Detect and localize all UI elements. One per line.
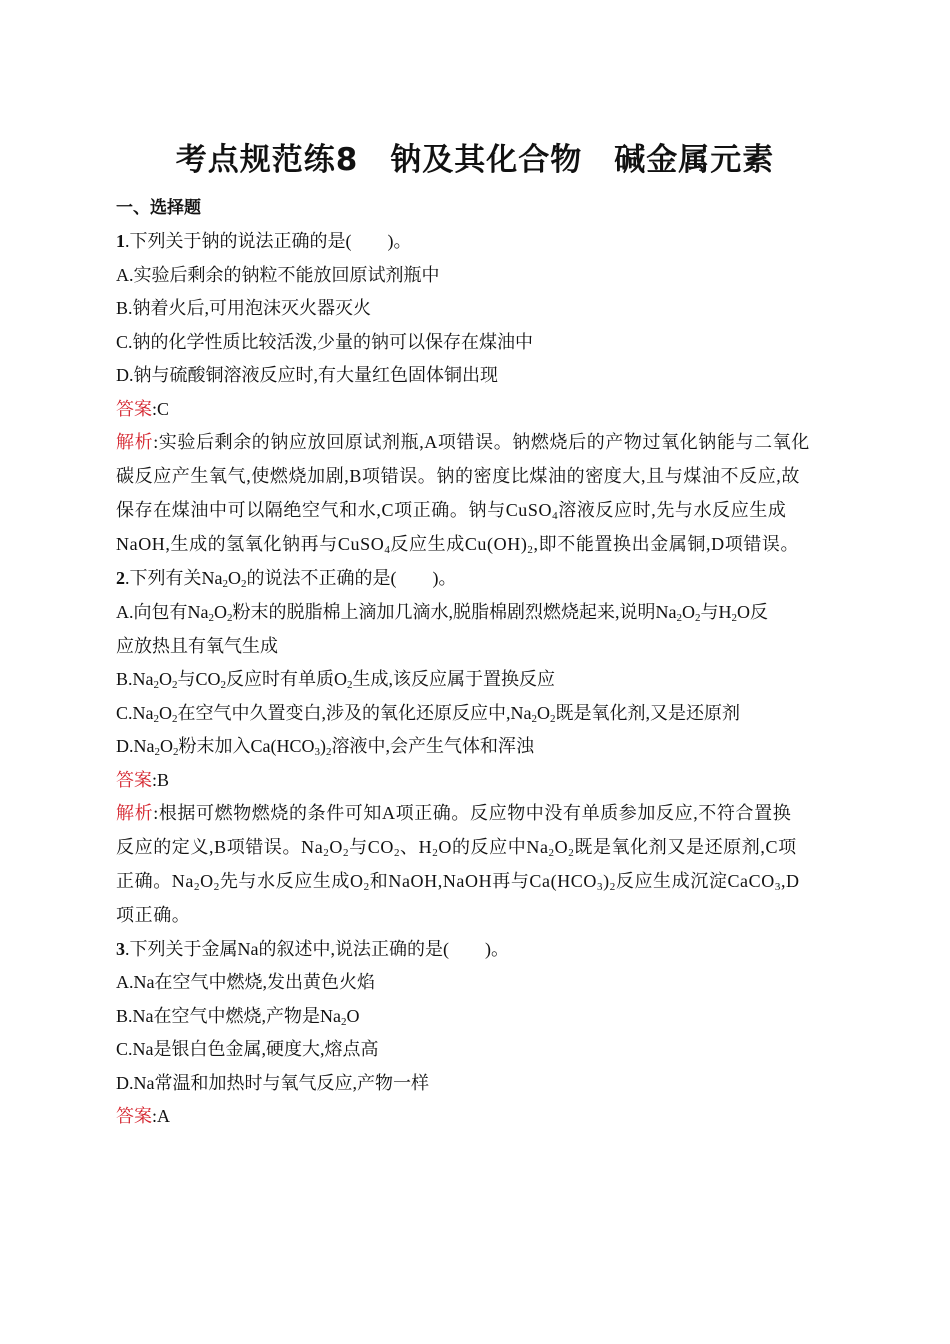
question-2-analysis-line: 反应的定义,B项错误。$Na_2O_2$与$CO_2$、$H_2O$的反应中$Na_2O_2$既是氧化剂又是还原剂,C项 [116,837,797,859]
question-1-analysis-line: 碳反应产生氧气,使燃烧加剧,B项错误。钠的密度比煤油的密度大,且与煤油不反应,故 [116,466,801,486]
question-3-stem: 3.下列关于金属Na的叙述中,说法正确的是( )。 [116,939,509,959]
question-2-option-d: $D.Na_2O_2$粉末加入$Ca(HCO_3)_2$溶液中,会产生气体和浑浊 [116,736,534,758]
question-1-option-d: D.钠与硫酸铜溶液反应时,有大量红色固体铜出现 [116,365,498,385]
question-3-option-c: C.Na是银白色金属,硬度大,熔点高 [116,1039,379,1059]
question-1-option-a: A.实验后剩余的钠粒不能放回原试剂瓶中 [116,265,440,285]
question-1-stem: 1.下列关于钠的说法正确的是( )。 [116,231,412,251]
question-3-option-b: B.Na在空气中燃烧,产物是$Na_2O$ [116,1006,360,1028]
question-2-stem: 2.下列有关$Na_2O_2$的说法不正确的是( )。 [116,568,457,590]
question-2-option-c: $C.Na_2O_2$在空气中久置变白,涉及的氧化还原反应中$,Na_2O_2$既是氧化剂,又是还原剂 [116,703,740,725]
question-1-analysis-line: 保存在煤油中可以隔绝空气和水,C项正确。钠与CuSO$_4$溶液反应时,先与水反应生成 [116,500,787,522]
question-2-analysis-line: 解析:根据可燃物燃烧的条件可知A项正确。反应物中没有单质参加反应,不符合置换 [116,803,792,823]
question-1-analysis-line: NaOH,生成的氢氧化钠再与CuSO$_4$反应生成$Cu(OH)_2$,即不能置换出金属铜,D项错误。 [116,534,800,556]
question-2-option-a: A.向包有$Na_2O_2$粉末的脱脂棉上滴加几滴水,脱脂棉剧烈燃烧起来,说明$Na_2O_2$与$H_2O$反 [116,602,768,624]
question-2-analysis-line: 项正确。 [116,905,191,925]
question-1-analysis-line: 解析:实验后剩余的钠应放回原试剂瓶,A项错误。钠燃烧后的产物过氧化钠能与二氧化 [116,432,810,452]
question-3-option-d: D.Na常温和加热时与氧气反应,产物一样 [116,1073,429,1093]
question-3-answer: 答案:A [116,1106,170,1126]
question-2-option-a-cont: 应放热且有氧气生成 [116,636,278,656]
question-3-option-a: A.Na在空气中燃烧,发出黄色火焰 [116,972,375,992]
question-2-analysis-line: 正确。$Na_2O_2$先与水反应生成$O_2$和NaOH,NaOH再与$Ca(HCO_3)_2$反应生成沉淀CaCO$_3$,D [116,871,800,893]
question-2-answer: 答案:B [116,770,170,790]
question-1-option-b: B.钠着火后,可用泡沫灭火器灭火 [116,298,372,318]
page-title: 考点规范练8 钠及其化合物 碱金属元素 [175,142,775,178]
question-1-option-c: C.钠的化学性质比较活泼,少量的钠可以保存在煤油中 [116,332,534,352]
question-2-option-b: $B.Na_2O_2$与$CO_2$反应时有单质$O_2$生成,该反应属于置换反应 [116,669,556,691]
section-heading: 一、选择题 [116,198,201,218]
question-1-answer: 答案:C [116,399,170,419]
